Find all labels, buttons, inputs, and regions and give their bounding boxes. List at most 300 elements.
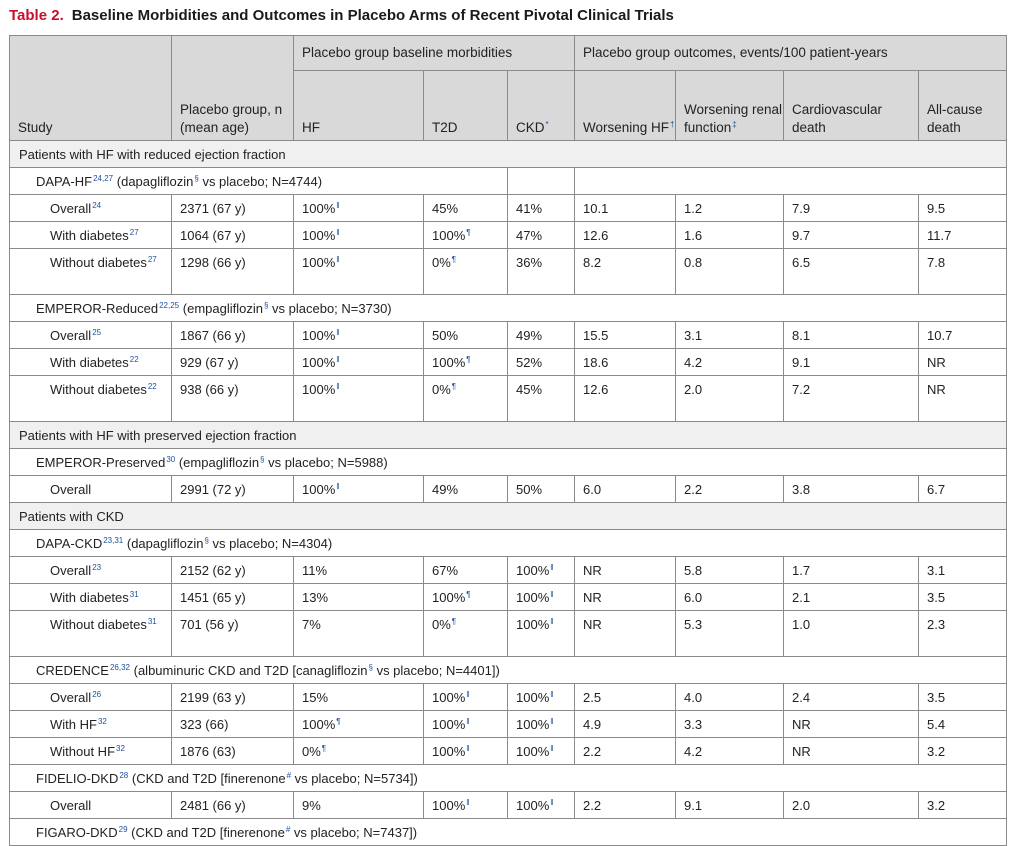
footnote-mark: # [286,771,292,780]
cell-cv-death: 9.1 [784,349,919,376]
cell-cv-death: 7.9 [784,195,919,222]
cell-ckd [508,476,575,503]
trial-description: (empagliflozin [178,455,260,470]
cell-t2d [424,684,508,711]
cell-value: 13% [302,590,329,605]
cell-value: 67% [432,563,459,578]
table-row [10,476,1007,503]
footnote-mark: 30 [166,455,176,464]
footnote-mark: § [263,301,269,310]
cell-value: 0% [432,617,451,632]
trial-label [10,295,1007,322]
cell-t2d [424,349,508,376]
cell-worsening-hf: 6.0 [575,476,676,503]
cell-all-cause-death: 3.2 [919,738,1007,765]
cell-t2d [424,322,508,349]
cell-value: 100% [432,355,466,370]
footnote-mark: 29 [118,825,128,834]
footnote-mark: ¶ [466,355,471,364]
cell-worsening-renal: 0.8 [676,249,784,295]
cell-value: 0% [302,744,321,759]
empty-cell [575,168,1007,195]
footnote-mark: 22 [129,355,139,364]
subgroup-name: Overall [50,201,92,216]
cell-all-cause-death: 3.1 [919,557,1007,584]
footnote-mark: ¶ [451,617,457,626]
trial-row [10,657,1007,684]
cell-worsening-renal: 2.0 [676,376,784,422]
cell-cv-death: 1.0 [784,611,919,657]
footnote-mark: ‖ [466,690,470,699]
trial-description: (CKD and T2D [finerenone [131,825,285,840]
cell-worsening-renal: 1.6 [676,222,784,249]
cell-all-cause-death: 11.7 [919,222,1007,249]
cell-all-cause-death: 3.5 [919,684,1007,711]
subgroup-label [10,349,172,376]
cell-t2d [424,792,508,819]
cell-placebo-n: 2199 (63 y) [172,684,294,711]
cell-hf [294,349,424,376]
cell-ckd [508,249,575,295]
table-row [10,195,1007,222]
cell-ckd [508,376,575,422]
trial-description: (CKD and T2D [finerenone [131,771,286,786]
col-group-outcomes: Placebo group outcomes, events/100 patient-years [575,36,1007,71]
footnote-mark: ‖ [336,355,340,364]
table-row [10,611,1007,657]
footnote-mark: 26,32 [109,663,130,672]
col-group-baseline-morbidities: Placebo group baseline morbidities [294,36,575,71]
cell-placebo-n: 2481 (66 y) [172,792,294,819]
cell-hf [294,738,424,765]
subgroup-label [10,195,172,222]
cell-cv-death: NR [784,738,919,765]
footnote-mark: ‖ [336,201,340,210]
cell-ckd [508,195,575,222]
trial-description: vs placebo; N=4304) [208,536,333,551]
cell-all-cause-death: 10.7 [919,322,1007,349]
trial-name: EMPEROR-Preserved [36,455,166,470]
col-header-worsening-renal: Worsening renal function‡ [676,71,784,141]
cell-ckd [508,792,575,819]
footnote-mark: ‖ [550,617,554,626]
cell-worsening-hf: 2.5 [575,684,676,711]
footnote-mark: § [368,663,373,672]
footnote-mark: § [204,536,209,545]
subgroup-label [10,557,172,584]
trial-label [10,765,1007,792]
cell-worsening-renal: 4.2 [676,349,784,376]
col-header-placebo-group: Placebo group, n (mean age) [172,36,294,141]
cell-value: 47% [516,228,543,243]
cell-all-cause-death: 3.5 [919,584,1007,611]
cell-ckd [508,222,575,249]
group-label: Patients with HF with reduced ejection fraction [10,141,1007,168]
cell-cv-death: 2.1 [784,584,919,611]
footnote-mark: ¶ [466,228,471,237]
cell-worsening-hf: NR [575,557,676,584]
cell-worsening-hf: 2.2 [575,792,676,819]
cell-worsening-hf: 2.2 [575,738,676,765]
cell-all-cause-death: NR [919,349,1007,376]
footnote-mark: 25 [92,328,102,337]
group-row [10,422,1007,449]
subgroup-name: Overall [50,563,92,578]
footnote-mark: 22,25 [159,301,180,310]
cell-value: 100% [302,228,336,243]
footnote-mark: 23,31 [103,536,124,545]
cell-worsening-hf: 15.5 [575,322,676,349]
footnote-mark: ‖ [336,328,340,337]
cell-ckd [508,684,575,711]
group-row [10,141,1007,168]
cell-value: 100% [516,798,550,813]
cell-value: 50% [516,482,543,497]
footnote-mark: ‖ [550,798,554,807]
trial-description: (dapagliflozin [126,536,204,551]
cell-hf [294,792,424,819]
footnote-mark: ‖ [550,590,554,599]
table-row [10,738,1007,765]
cell-all-cause-death: 2.3 [919,611,1007,657]
trial-row [10,765,1007,792]
cell-hf [294,476,424,503]
cell-hf [294,376,424,422]
cell-value: 11% [302,563,328,578]
trial-label [10,168,508,195]
footnote-mark: 27 [147,255,157,264]
cell-value: 100% [516,563,550,578]
cell-cv-death: 6.5 [784,249,919,295]
table-row [10,349,1007,376]
cell-placebo-n: 2991 (72 y) [172,476,294,503]
col-header-study: Study [10,36,172,141]
table-row [10,584,1007,611]
footnote-mark: ‖ [336,228,340,237]
footnote-mark: ‖ [466,798,470,807]
trial-description: vs placebo; N=5988) [264,455,388,470]
cell-value: 100% [516,590,550,605]
cell-value: 100% [302,201,336,216]
table-row [10,249,1007,295]
trial-description: vs placebo; N=4744) [198,174,323,189]
cell-worsening-hf: NR [575,611,676,657]
footnote-mark: ‖ [336,482,340,491]
trial-description: (empagliflozin [182,301,263,316]
trial-name: FIDELIO-DKD [36,771,119,786]
trial-name: DAPA-CKD [36,536,103,551]
subgroup-label [10,322,172,349]
cell-worsening-hf: NR [575,584,676,611]
empty-cell [508,168,575,195]
col-header-hf: HF [294,71,424,141]
table-row [10,792,1007,819]
cell-value: 41% [516,201,543,216]
footnote-mark: 24 [92,201,102,210]
cell-ckd [508,584,575,611]
cell-value: 100% [516,717,550,732]
cell-t2d [424,222,508,249]
footnote-mark: ¶ [321,744,327,753]
subgroup-name: Without diabetes [50,255,147,270]
trial-label [10,819,1007,846]
trial-name: FIGARO-DKD [36,825,118,840]
cell-t2d [424,249,508,295]
cell-hf [294,322,424,349]
cell-value: 100% [516,617,550,632]
trial-description: vs placebo; N=5734]) [291,771,418,786]
cell-worsening-renal: 5.3 [676,611,784,657]
cell-worsening-hf: 12.6 [575,376,676,422]
trial-label [10,449,1007,476]
cell-cv-death: 3.8 [784,476,919,503]
cell-all-cause-death: 6.7 [919,476,1007,503]
footnote-mark: § [260,455,265,464]
cell-value: 0% [432,255,451,270]
cell-value: 9% [302,798,321,813]
trial-row [10,530,1007,557]
cell-worsening-renal: 4.0 [676,684,784,711]
subgroup-name: Overall [50,482,92,497]
cell-placebo-n: 701 (56 y) [172,611,294,657]
cell-cv-death: 7.2 [784,376,919,422]
cell-hf [294,611,424,657]
cell-t2d [424,611,508,657]
col-header-worsening-hf: Worsening HF† [575,71,676,141]
cell-worsening-hf: 12.6 [575,222,676,249]
cell-placebo-n: 929 (67 y) [172,349,294,376]
footnote-mark: 24,27 [93,174,114,183]
cell-t2d [424,195,508,222]
cell-value: 45% [516,382,543,397]
cell-ckd [508,557,575,584]
cell-value: 36% [516,255,543,270]
cell-hf [294,684,424,711]
footnote-mark: 31 [147,617,157,626]
footnote-mark: § [194,174,199,183]
subgroup-label [10,711,172,738]
footnote-mark: ‖ [550,690,554,699]
footnote-mark: ‖ [466,717,470,726]
subgroup-name: With HF [50,717,97,732]
group-label: Patients with CKD [10,503,1007,530]
cell-value: 100% [432,744,466,759]
cell-all-cause-death: NR [919,376,1007,422]
cell-placebo-n: 2152 (62 y) [172,557,294,584]
subgroup-name: With diabetes [50,228,129,243]
footnote-mark: 28 [119,771,129,780]
subgroup-name: Overall [50,690,92,705]
outcomes-table [9,35,1007,846]
cell-placebo-n: 1451 (65 y) [172,584,294,611]
cell-placebo-n: 1298 (66 y) [172,249,294,295]
cell-cv-death: 8.1 [784,322,919,349]
footnote-mark: # [285,825,291,834]
subgroup-label [10,249,172,295]
cell-t2d [424,557,508,584]
cell-placebo-n: 323 (66) [172,711,294,738]
col-header-t2d: T2D [424,71,508,141]
trial-description: vs placebo; N=4401]) [372,663,500,678]
cell-value: 100% [302,482,336,497]
table-title: Baseline Morbidities and Outcomes in Placebo Arms of Recent Pivotal Clinical Trials [71,7,674,24]
cell-value: 15% [302,690,329,705]
cell-worsening-renal: 4.2 [676,738,784,765]
footnote-mark: ¶ [451,382,457,391]
table-row [10,322,1007,349]
trial-row [10,168,1007,195]
cell-cv-death: 9.7 [784,222,919,249]
cell-worsening-renal: 2.2 [676,476,784,503]
footnote-mark: ¶ [451,255,457,264]
cell-placebo-n: 1064 (67 y) [172,222,294,249]
cell-placebo-n: 2371 (67 y) [172,195,294,222]
footnote-mark: 26 [92,690,102,699]
trial-row [10,295,1007,322]
cell-value: 0% [432,382,451,397]
cell-all-cause-death: 3.2 [919,792,1007,819]
trial-description: (albuminuric CKD and T2D [canagliflozin [133,663,368,678]
cell-value: 100% [302,355,336,370]
cell-worsening-renal: 3.1 [676,322,784,349]
cell-value: 100% [302,328,336,343]
subgroup-name: With diabetes [50,590,129,605]
cell-all-cause-death: 7.8 [919,249,1007,295]
col-header-cv-death: Cardiovascular death [784,71,919,141]
cell-t2d [424,476,508,503]
trial-description: vs placebo; N=7437]) [290,825,418,840]
cell-all-cause-death: 9.5 [919,195,1007,222]
footnote-mark: ¶ [466,590,471,599]
cell-value: 100% [516,690,550,705]
footnote-mark: 31 [129,590,139,599]
table-row [10,684,1007,711]
cell-value: 100% [516,744,550,759]
cell-value: 100% [432,228,466,243]
cell-value: 100% [302,717,336,732]
subgroup-label [10,584,172,611]
subgroup-label [10,222,172,249]
cell-worsening-renal: 3.3 [676,711,784,738]
subgroup-name: Overall [50,328,92,343]
cell-cv-death: 1.7 [784,557,919,584]
cell-cv-death: 2.4 [784,684,919,711]
footnote-mark: ‖ [550,717,554,726]
subgroup-label [10,376,172,422]
cell-value: 49% [516,328,543,343]
col-header-all-cause-death: All-cause death [919,71,1007,141]
subgroup-label [10,611,172,657]
table-caption [9,7,674,24]
table-row [10,711,1007,738]
footnote-mark: 32 [97,717,107,726]
table-row [10,222,1007,249]
cell-ckd [508,711,575,738]
cell-placebo-n: 1867 (66 y) [172,322,294,349]
trial-name: DAPA-HF [36,174,93,189]
trial-description: vs placebo; N=3730) [268,301,392,316]
footnote-mark: ‖ [550,563,554,572]
trial-description: (dapagliflozin [116,174,194,189]
cell-hf [294,584,424,611]
subgroup-label [10,738,172,765]
cell-worsening-renal: 5.8 [676,557,784,584]
cell-value: 49% [432,482,459,497]
subgroup-label [10,792,172,819]
footnote-mark: 23 [92,563,102,572]
cell-worsening-renal: 6.0 [676,584,784,611]
cell-t2d [424,738,508,765]
cell-value: 50% [432,328,459,343]
cell-t2d [424,584,508,611]
table-row [10,557,1007,584]
footnote-mark: ‖ [336,382,340,391]
cell-ckd [508,322,575,349]
cell-value: 100% [432,590,466,605]
cell-hf [294,249,424,295]
table-row [10,376,1007,422]
trial-name: EMPEROR-Reduced [36,301,159,316]
cell-placebo-n: 1876 (63) [172,738,294,765]
cell-worsening-hf: 10.1 [575,195,676,222]
cell-ckd [508,349,575,376]
trial-label [10,530,1007,557]
footnote-mark: 22 [147,382,157,391]
footnote-mark: ¶ [336,717,341,726]
group-label: Patients with HF with preserved ejection fraction [10,422,1007,449]
cell-worsening-hf: 8.2 [575,249,676,295]
col-header-ckd: CKD* [508,71,575,141]
subgroup-name: Overall [50,798,92,813]
trial-name: CREDENCE [36,663,109,678]
footnote-mark: ‖ [466,744,470,753]
cell-cv-death: NR [784,711,919,738]
cell-t2d [424,711,508,738]
cell-ckd [508,611,575,657]
subgroup-label [10,684,172,711]
cell-ckd [508,738,575,765]
cell-worsening-hf: 4.9 [575,711,676,738]
subgroup-name: Without diabetes [50,382,147,397]
subgroup-name: Without HF [50,744,116,759]
cell-t2d [424,376,508,422]
cell-all-cause-death: 5.4 [919,711,1007,738]
group-row [10,503,1007,530]
cell-value: 52% [516,355,543,370]
cell-value: 100% [302,382,336,397]
subgroup-name: Without diabetes [50,617,147,632]
footnote-mark: 27 [129,228,139,237]
footnote-mark: ‖ [550,744,554,753]
cell-value: 45% [432,201,459,216]
trial-row [10,819,1007,846]
cell-value: 100% [432,690,466,705]
trial-row [10,449,1007,476]
cell-value: 100% [302,255,336,270]
cell-value: 100% [432,717,466,732]
table-number: Table 2. [9,7,64,24]
cell-placebo-n: 938 (66 y) [172,376,294,422]
trial-label [10,657,1007,684]
subgroup-label [10,476,172,503]
cell-hf [294,711,424,738]
cell-cv-death: 2.0 [784,792,919,819]
cell-hf [294,222,424,249]
cell-worsening-hf: 18.6 [575,349,676,376]
footnote-mark: ‖ [336,255,340,264]
cell-value: 100% [432,798,466,813]
subgroup-name: With diabetes [50,355,129,370]
